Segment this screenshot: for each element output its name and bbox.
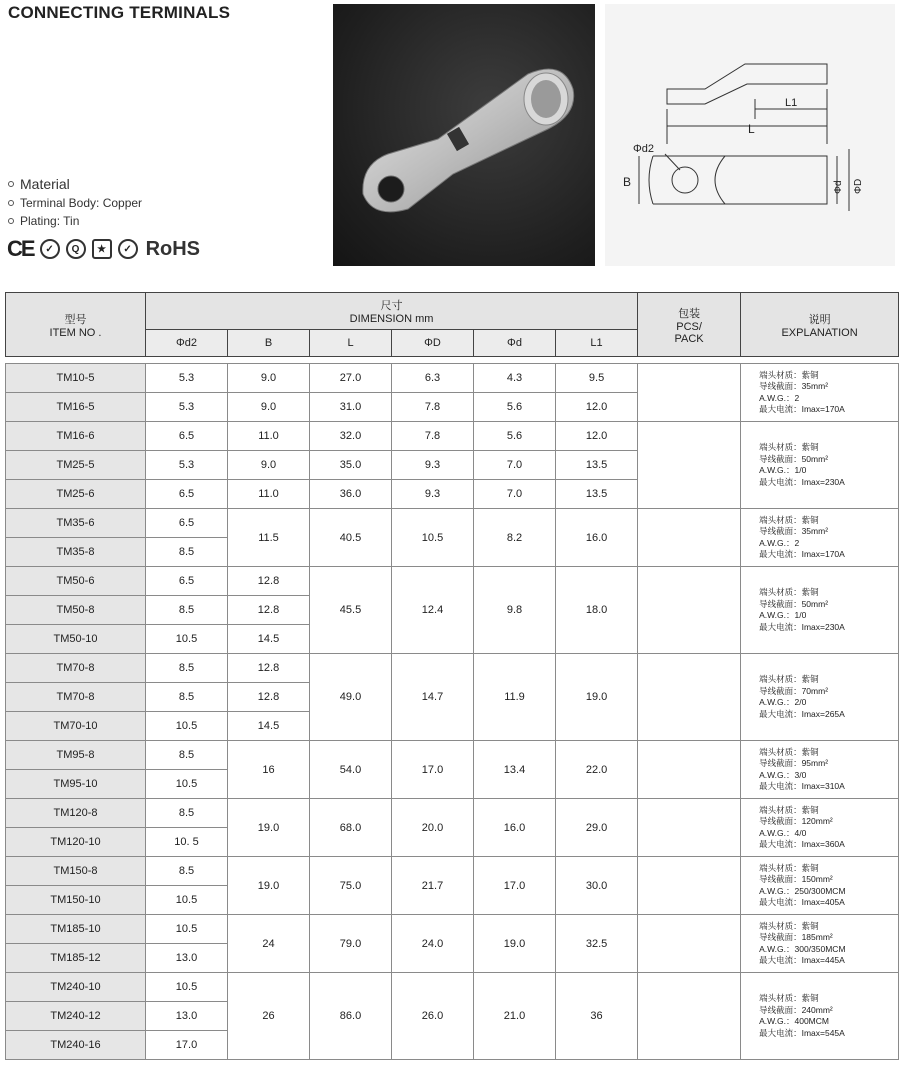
- pack-cell: [638, 422, 741, 509]
- inner-d-cell: 16.0: [474, 799, 556, 857]
- item-cell: TM240-16: [6, 1031, 146, 1060]
- table-row: [6, 422, 899, 451]
- d2-cell: 8.5: [146, 538, 228, 567]
- d2-cell: 8.5: [146, 596, 228, 625]
- table-row: [6, 509, 899, 538]
- explanation-cell: 端头材质：紫铜 导线截面：120mm² A.W.G.：4/0 最大电流：Imax=360A: [741, 799, 899, 857]
- d2-cell: 5.3: [146, 393, 228, 422]
- d2-cell: 10.5: [146, 770, 228, 799]
- inner-d-cell: 9.8: [474, 567, 556, 654]
- item-cell: TM150-10: [6, 886, 146, 915]
- b-cell: 19.0: [228, 799, 310, 857]
- d2-cell: 10.5: [146, 915, 228, 944]
- b-cell: 24: [228, 915, 310, 973]
- d2-cell: 8.5: [146, 683, 228, 712]
- table-row: [6, 364, 899, 393]
- d2-cell: 6.5: [146, 480, 228, 509]
- material-heading: Material: [20, 176, 70, 192]
- header-outer-d: ΦD: [392, 330, 474, 357]
- inner-d-cell: 8.2: [474, 509, 556, 567]
- item-cell: TM10-5: [6, 364, 146, 393]
- table-row: [6, 567, 899, 596]
- item-cell: TM70-8: [6, 683, 146, 712]
- b-cell: 12.8: [228, 654, 310, 683]
- outer-d-cell: 7.8: [392, 393, 474, 422]
- outer-d-cell: 14.7: [392, 654, 474, 741]
- b-cell: 16: [228, 741, 310, 799]
- d2-cell: 10.5: [146, 886, 228, 915]
- l1-cell: 30.0: [556, 857, 638, 915]
- pack-cell: [638, 973, 741, 1060]
- label-d2: Φd2: [633, 143, 655, 155]
- l-cell: 40.5: [310, 509, 392, 567]
- l1-cell: 36: [556, 973, 638, 1060]
- item-cell: TM35-6: [6, 509, 146, 538]
- technical-drawing: [605, 4, 895, 266]
- page-title: CONNECTING TERMINALS: [8, 3, 231, 22]
- table-row: [6, 654, 899, 683]
- b-cell: 9.0: [228, 451, 310, 480]
- header-l: L: [310, 330, 392, 357]
- pack-cell: [638, 741, 741, 799]
- pack-cell: [638, 857, 741, 915]
- l-cell: 79.0: [310, 915, 392, 973]
- label-B: B: [623, 175, 632, 189]
- b-cell: 19.0: [228, 857, 310, 915]
- d2-cell: 17.0: [146, 1031, 228, 1060]
- item-cell: TM50-10: [6, 625, 146, 654]
- item-cell: TM240-12: [6, 1002, 146, 1031]
- rohs-mark: RoHS: [145, 237, 201, 260]
- table-row: [6, 973, 899, 1002]
- outer-d-cell: 9.3: [392, 451, 474, 480]
- d2-cell: 8.5: [146, 799, 228, 828]
- l-cell: 45.5: [310, 567, 392, 654]
- table-row: [6, 857, 899, 886]
- explanation-cell: 端头材质：紫铜 导线截面：95mm² A.W.G.：3/0 最大电流：Imax=310A: [741, 741, 899, 799]
- table-row: [6, 741, 899, 770]
- outer-d-cell: 6.3: [392, 364, 474, 393]
- b-cell: 12.8: [228, 596, 310, 625]
- d2-cell: 5.3: [146, 364, 228, 393]
- spec-table: [5, 292, 899, 1060]
- l1-cell: 13.5: [556, 480, 638, 509]
- outer-d-cell: 20.0: [392, 799, 474, 857]
- l1-cell: 13.5: [556, 451, 638, 480]
- label-d: Φd: [833, 180, 844, 194]
- outer-d-cell: 21.7: [392, 857, 474, 915]
- l1-cell: 19.0: [556, 654, 638, 741]
- item-cell: TM185-10: [6, 915, 146, 944]
- l-cell: 49.0: [310, 654, 392, 741]
- l1-cell: 29.0: [556, 799, 638, 857]
- material-plating: Plating: Tin: [20, 214, 80, 228]
- inner-d-cell: 7.0: [474, 480, 556, 509]
- item-cell: TM70-8: [6, 654, 146, 683]
- ce-mark: CE: [7, 236, 34, 261]
- bullet-icon: [8, 181, 14, 187]
- inner-d-cell: 11.9: [474, 654, 556, 741]
- explanation-cell: 端头材质：紫铜 导线截面：240mm² A.W.G.：400MCM 最大电流：Imax=545A: [741, 973, 899, 1060]
- table-row: [6, 915, 899, 944]
- l1-cell: 12.0: [556, 393, 638, 422]
- d2-cell: 13.0: [146, 944, 228, 973]
- d2-cell: 6.5: [146, 567, 228, 596]
- pack-cell: [638, 799, 741, 857]
- item-cell: TM120-10: [6, 828, 146, 857]
- header-l1: L1: [556, 330, 638, 357]
- d2-cell: 8.5: [146, 857, 228, 886]
- outer-d-cell: 17.0: [392, 741, 474, 799]
- pack-cell: [638, 509, 741, 567]
- header-item: 型号 ITEM NO .: [6, 293, 146, 357]
- header-d2: Φd2: [146, 330, 228, 357]
- header-explanation: 说明 EXPLANATION: [741, 293, 899, 357]
- header-pack: 包装 PCS/ PACK: [638, 293, 741, 357]
- inner-d-cell: 13.4: [474, 741, 556, 799]
- inner-d-cell: 21.0: [474, 973, 556, 1060]
- l-cell: 27.0: [310, 364, 392, 393]
- l1-cell: 18.0: [556, 567, 638, 654]
- outer-d-cell: 7.8: [392, 422, 474, 451]
- pack-cell: [638, 915, 741, 973]
- item-cell: TM50-8: [6, 596, 146, 625]
- label-L: L: [748, 122, 755, 136]
- l1-cell: 32.5: [556, 915, 638, 973]
- pack-cell: [638, 364, 741, 422]
- d2-cell: 13.0: [146, 1002, 228, 1031]
- outer-d-cell: 9.3: [392, 480, 474, 509]
- pack-cell: [638, 654, 741, 741]
- d2-cell: 10.5: [146, 712, 228, 741]
- b-cell: 11.0: [228, 422, 310, 451]
- material-body: Terminal Body: Copper: [20, 196, 143, 210]
- explanation-cell: 端头材质：紫铜 导线截面：35mm² A.W.G.：2 最大电流：Imax=170A: [741, 364, 899, 422]
- terminal-photo-illustration: [333, 4, 595, 266]
- l1-cell: 12.0: [556, 422, 638, 451]
- explanation-cell: 端头材质：紫铜 导线截面：185mm² A.W.G.：300/350MCM 最大电流：Imax=445A: [741, 915, 899, 973]
- item-cell: TM95-8: [6, 741, 146, 770]
- bullet-icon: [8, 218, 14, 224]
- item-cell: TM35-8: [6, 538, 146, 567]
- quality-cert-icon: Q: [66, 239, 86, 259]
- b-cell: 11.0: [228, 480, 310, 509]
- b-cell: 14.5: [228, 625, 310, 654]
- l-cell: 68.0: [310, 799, 392, 857]
- sgs-cert-icon: ✓: [118, 239, 138, 259]
- d2-cell: 6.5: [146, 422, 228, 451]
- item-cell: TM150-8: [6, 857, 146, 886]
- item-cell: TM50-6: [6, 567, 146, 596]
- item-cell: TM16-5: [6, 393, 146, 422]
- inner-d-cell: 4.3: [474, 364, 556, 393]
- inner-d-cell: 5.6: [474, 393, 556, 422]
- inner-d-cell: 7.0: [474, 451, 556, 480]
- outer-d-cell: 10.5: [392, 509, 474, 567]
- item-cell: TM70-10: [6, 712, 146, 741]
- d2-cell: 8.5: [146, 654, 228, 683]
- d2-cell: 8.5: [146, 741, 228, 770]
- product-photo: [333, 4, 595, 266]
- item-cell: TM240-10: [6, 973, 146, 1002]
- item-cell: TM16-6: [6, 422, 146, 451]
- outer-d-cell: 24.0: [392, 915, 474, 973]
- inner-d-cell: 19.0: [474, 915, 556, 973]
- header-b: B: [228, 330, 310, 357]
- explanation-cell: 端头材质：紫铜 导线截面：50mm² A.W.G.：1/0 最大电流：Imax=230A: [741, 422, 899, 509]
- check-cert-icon: ✓: [40, 239, 60, 259]
- table-row: [6, 799, 899, 828]
- outer-d-cell: 26.0: [392, 973, 474, 1060]
- item-cell: TM95-10: [6, 770, 146, 799]
- l-cell: 86.0: [310, 973, 392, 1060]
- material-section: [8, 174, 142, 230]
- cert-badge-icon: ★: [92, 239, 112, 259]
- d2-cell: 5.3: [146, 451, 228, 480]
- outer-d-cell: 12.4: [392, 567, 474, 654]
- d2-cell: 6.5: [146, 509, 228, 538]
- d2-cell: 10.5: [146, 625, 228, 654]
- header-dimension: 尺寸 DIMENSION mm: [146, 293, 638, 330]
- b-cell: 26: [228, 973, 310, 1060]
- b-cell: 9.0: [228, 364, 310, 393]
- inner-d-cell: 17.0: [474, 857, 556, 915]
- b-cell: 12.8: [228, 567, 310, 596]
- l-cell: 32.0: [310, 422, 392, 451]
- explanation-cell: 端头材质：紫铜 导线截面：70mm² A.W.G.：2/0 最大电流：Imax=265A: [741, 654, 899, 741]
- explanation-cell: 端头材质：紫铜 导线截面：50mm² A.W.G.：1/0 最大电流：Imax=230A: [741, 567, 899, 654]
- explanation-cell: 端头材质：紫铜 导线截面：35mm² A.W.G.：2 最大电流：Imax=170A: [741, 509, 899, 567]
- l-cell: 36.0: [310, 480, 392, 509]
- l1-cell: 16.0: [556, 509, 638, 567]
- l-cell: 35.0: [310, 451, 392, 480]
- l-cell: 31.0: [310, 393, 392, 422]
- label-L1: L1: [785, 97, 798, 109]
- explanation-cell: 端头材质：紫铜 导线截面：150mm² A.W.G.：250/300MCM 最大电流：Imax=405A: [741, 857, 899, 915]
- d2-cell: 10.5: [146, 973, 228, 1002]
- b-cell: 9.0: [228, 393, 310, 422]
- b-cell: 11.5: [228, 509, 310, 567]
- l-cell: 75.0: [310, 857, 392, 915]
- b-cell: 12.8: [228, 683, 310, 712]
- item-cell: TM25-6: [6, 480, 146, 509]
- pack-cell: [638, 567, 741, 654]
- item-cell: TM120-8: [6, 799, 146, 828]
- d2-cell: 10. 5: [146, 828, 228, 857]
- item-cell: TM25-5: [6, 451, 146, 480]
- certification-logos: [7, 236, 200, 262]
- label-D: ΦD: [853, 178, 864, 194]
- l1-cell: 9.5: [556, 364, 638, 393]
- item-cell: TM185-12: [6, 944, 146, 973]
- b-cell: 14.5: [228, 712, 310, 741]
- l-cell: 54.0: [310, 741, 392, 799]
- l1-cell: 22.0: [556, 741, 638, 799]
- header-inner-d: Φd: [474, 330, 556, 357]
- inner-d-cell: 5.6: [474, 422, 556, 451]
- bullet-icon: [8, 200, 14, 206]
- terminal-dimension-drawing: [605, 4, 895, 266]
